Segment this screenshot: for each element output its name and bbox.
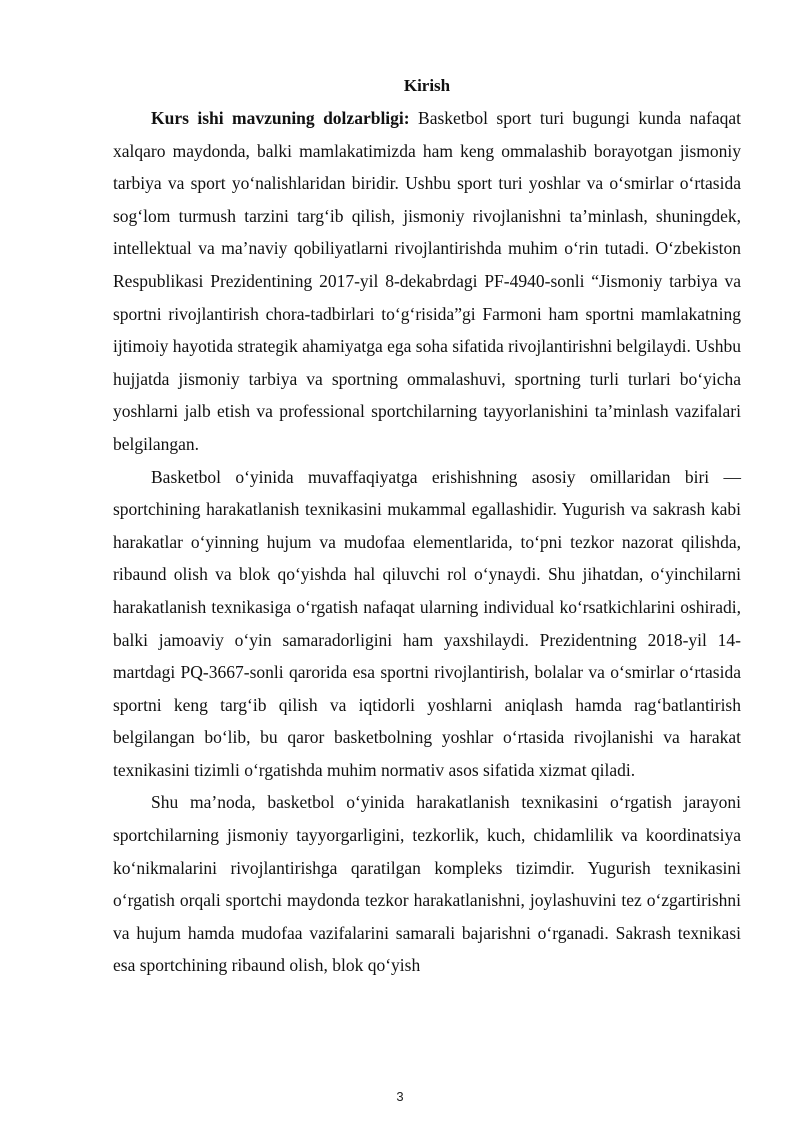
paragraph-text: Basketbol o‘yinida muvaffaqiyatga erishishning asosiy omillaridan biri — sportchining harakatlanish texnikasini mukammal egallashidir. Yugurish va sakrash kabi harakatlar o‘yinning hujum va mudofaa elementlarida, to‘pni tezkor nazorat qilishda, ribaund olish va blok qo‘yishda hal qiluvchi rol o‘ynaydi. Shu jihatdan, o‘yinchilarni harakatlanish texnikasiga o‘rgatish nafaqat ularning individual ko‘rsatkichlarini oshiradi, balki jamoaviy o‘yin samaradorligini ham yaxshilaydi. Prezidentning 2018-yil 14-martdagi PQ-3667-sonli qarorida esa sportni rivojlantirish, bolalar va o‘smirlar o‘rtasida sportni keng targ‘ib qilish va iqtidorli yoshlarni aniqlash hamda rag‘batlantirish belgilangan bo‘lib, bu qaror basketbolning yoshlar o‘rtasida rivojlanishi va harakat texnikasini tizimli o‘rgatishda muhim normativ asos sifatida xizmat qiladi. xyxy=(113,466,741,780)
paragraph-training-process xyxy=(113,786,741,982)
paragraph-text: Shu ma’noda, basketbol o‘yinida harakatlanish texnikasini o‘rgatish jarayoni sportchilarning jismoniy tayyorgarligini, tezkorlik, kuch, chidamlilik va koordinatsiya ko‘nikmalarini rivojlantirishga qaratilgan kompleks tizimdir. Yugurish texnikasini o‘rgatish orqali sportchi maydonda tezkor harakatlanishni, joylashuvini tez o‘zgartirishni va hujum hamda mudofaa vazifalarini samarali bajarishni o‘rganadi. Sakrash texnikasi esa sportchining ribaund olish, blok qo‘yish xyxy=(113,792,741,976)
page-number: 3 xyxy=(396,1089,404,1104)
paragraph-movement-technique xyxy=(113,461,741,787)
paragraph-text: Basketbol sport turi bugungi kunda nafaqat xalqaro maydonda, balki mamlakatimizda ham keng ommalashib borayotgan jismoniy tarbiya va sport yo‘nalishlaridan biridir. Ushbu sport turi yoshlar va o‘smirlar o‘rtasida sog‘lom turmush tarzini targ‘ib qilish, jismoniy rivojlanishni ta’minlash, shuningdek, intellektual va ma’naviy qobiliyatlarni rivojlantirishda muhim o‘rin tutadi. O‘zbekiston Respublikasi Prezidentining 2017-yil 8-dekabrdagi PF-4940-sonli “Jismoniy tarbiya va sportni rivojlantirish chora-tadbirlari to‘g‘risida”gi Farmoni ham sportni mamlakatning ijtimoiy hayotida strategik ahamiyatga ega soha sifatida rivojlantirishni belgilaydi. Ushbu hujjatda jismoniy tarbiya va sportning ommalashuvi, sportning turli turlari bo‘yicha yoshlarni jalb etish va professional sportchilarning tayyorlanishini ta’minlash vazifalari belgilangan. xyxy=(113,108,741,454)
paragraph-relevance xyxy=(113,102,741,461)
paragraph-lead: Kurs ishi mavzuning dolzarbligi: xyxy=(151,108,410,128)
document-page xyxy=(113,70,741,982)
page-title: Kirish xyxy=(403,76,451,95)
